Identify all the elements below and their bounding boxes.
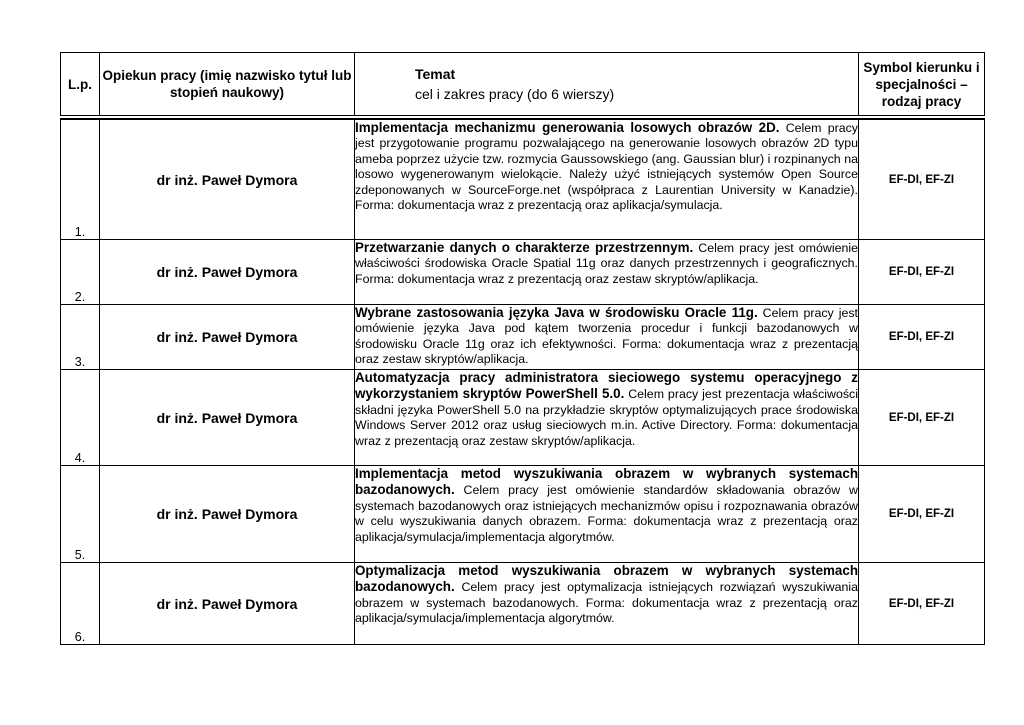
row-topic-desc: Celem pracy jest omówienie języka Java pod kątem tworzenia procedur i funkcji bazodanowych w środowisku Oracle 11g oraz ich efektywności. Forma: dokumentacja wraz z prezentacją oraz zestaw skryptów/aplikacja. [355, 306, 858, 367]
row-topic [355, 305, 859, 370]
row-symbol: EF-DI, EF-ZI [859, 305, 985, 370]
row-supervisor: dr inż. Paweł Dymora [100, 370, 355, 466]
row-topic-title: Implementacja metod wyszukiwania obrazem w wybranych systemach bazodanowych. [355, 466, 858, 498]
table-header-row [61, 53, 985, 118]
row-supervisor: dr inż. Paweł Dymora [100, 240, 355, 305]
row-topic-title: Wybrane zastosowania języka Java w środowisku Oracle 11g. [355, 305, 758, 320]
table-row [61, 240, 985, 305]
row-number: 4. [61, 370, 100, 466]
row-number: 1. [61, 120, 100, 240]
header-topic-title: Temat [415, 66, 456, 82]
row-supervisor: dr inż. Paweł Dymora [100, 120, 355, 240]
row-number: 5. [61, 466, 100, 563]
topics-table [60, 52, 985, 645]
table-row [61, 563, 985, 645]
table-row [61, 466, 985, 563]
table-row [61, 370, 985, 466]
row-supervisor: dr inż. Paweł Dymora [100, 305, 355, 370]
row-topic-desc: Celem pracy jest omówienie standardów składowania obrazów w systemach bazodanowych oraz istniejących mechanizmów opisu i rozpoznawania obrazów w celu wyszukiwania danych obrazem. Forma: dokumentacja wraz z prezentacją oraz aplikacja/symulacja/implementacja algorytmów. [355, 483, 858, 544]
row-topic-desc: Celem pracy jest przygotowanie programu pozwalającego na generowanie losowych obrazów 2D typu ameba poprzez użycie tzw. rozmycia Gaussowskiego (ang. Gaussian blur) i rozpinanych na losowo wygenerowanym wielokącie. Należy użyć istniejących systemów Open Source zdeponowanych w SourceForge.net (współpraca z Laurentian University w Kanadzie). Forma: dokumentacja wraz z prezentacją oraz aplikacja/symulacja. [355, 121, 858, 213]
row-symbol: EF-DI, EF-ZI [859, 240, 985, 305]
header-supervisor: Opiekun pracy (imię nazwisko tytuł lub stopień naukowy) [100, 53, 355, 118]
row-supervisor: dr inż. Paweł Dymora [100, 466, 355, 563]
header-topic [355, 53, 859, 118]
row-topic [355, 466, 859, 563]
row-topic-title: Przetwarzanie danych o charakterze przestrzennym. [355, 240, 694, 255]
row-topic [355, 370, 859, 466]
row-topic-desc: Celem pracy jest optymalizacja istniejących rozwiązań wyszukiwania obrazem w systemach bazodanowych. Forma: dokumentacja wraz z prezentacją oraz aplikacja/symulacja/implementacja algorytmów. [355, 580, 858, 626]
row-topic-title: Optymalizacja metod wyszukiwania obrazem w wybranych systemach bazodanowych. [355, 563, 858, 595]
row-symbol: EF-DI, EF-ZI [859, 563, 985, 645]
row-topic [355, 120, 859, 240]
header-lp: L.p. [61, 53, 100, 118]
row-topic [355, 240, 859, 305]
row-number: 6. [61, 563, 100, 645]
row-topic [355, 563, 859, 645]
row-topic-desc: Celem pracy jest prezentacja właściwości składni języka PowerShell 5.0 na przykładzie skryptów optymalizujących prace środowiska Windows Server 2012 oraz usług sieciowych m.in. Active Directory. Forma: dokumentacja wraz z prezentacją oraz zestaw skryptów/aplikacja. [355, 387, 858, 448]
row-symbol: EF-DI, EF-ZI [859, 370, 985, 466]
row-topic-title: Implementacja mechanizmu generowania losowych obrazów 2D. [355, 120, 780, 135]
table-row [61, 305, 985, 370]
table-row [61, 120, 985, 240]
header-symbol: Symbol kierunku i specjalności – rodzaj pracy [859, 53, 985, 118]
row-symbol: EF-DI, EF-ZI [859, 120, 985, 240]
row-number: 2. [61, 240, 100, 305]
header-topic-subtitle: cel i zakres pracy (do 6 wierszy) [415, 86, 615, 102]
row-number: 3. [61, 305, 100, 370]
row-topic-title: Automatyzacja pracy administratora sieciowego systemu operacyjnego z wykorzystaniem skryptów PowerShell 5.0. [355, 370, 858, 402]
row-symbol: EF-DI, EF-ZI [859, 466, 985, 563]
row-supervisor: dr inż. Paweł Dymora [100, 563, 355, 645]
row-topic-desc: Celem pracy jest omówienie właściwości środowiska Oracle Spatial 11g oraz danych przestrzennych i geograficznych. Forma: dokumentacja wraz z prezentacją oraz zestaw skryptów/aplikacja. [355, 241, 858, 286]
